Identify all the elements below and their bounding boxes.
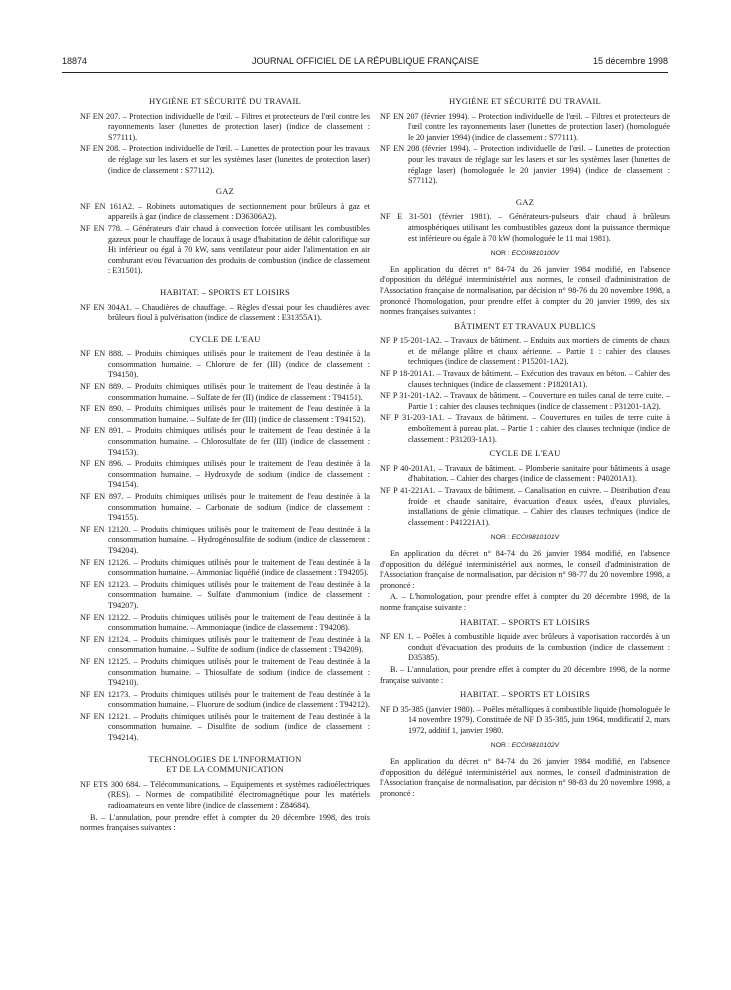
norm-entry: NF P 31-203-1A1. – Travaux de bâtiment. – Couvertures en tuiles de terre cuite à emboîtement à pureau plat. – Partie 1 : cahier des clauses technique (indice de classement : P31203-1A1).: [380, 413, 670, 444]
norm-entry: NF ETS 300 684. – Télécommunications. – Equipements et systèmes radioélectriques (RES). – Normes de compatibilité électromagnétique pour les matériels radioamateurs en vente libre (indice de classement : Z84684).: [80, 779, 370, 811]
nor-reference: [380, 741, 670, 752]
norm-entry: NF P 41-221A1. – Travaux de bâtiment. – Canalisation en cuivre. – Distribution d'eau froide et chaude sanitaire, évacuation d'eaux usées, d'eaux pluviales, installations de génie climatique. – Cahier des clauses techniques (indice de classement : P41221A1).: [380, 486, 670, 527]
page-number: 18874: [62, 56, 88, 66]
norm-entry: NF EN 12124. – Produits chimiques utilisés pour le traitement de l'eau destinée à la consommation humaine. – Sulfite de sodium (indice de classement : T94209).: [80, 634, 370, 655]
nor-reference: [380, 533, 670, 544]
norm-entry: NF EN 207 (février 1994). – Protection individuelle de l'œil. – Filtres et protecteurs de l'œil contre les rayonnements laser (lunettes de protection laser) (homologuée le 20 janvier 1994) (indice de classement : S77111).: [380, 111, 670, 142]
body-paragraph: En application du décret n° 84-74 du 26 janvier 1984 modifié, en l'absence d'opposition du délégué interministériel aux normes, le conseil d'administration de l'Association française de normalisation, par décision n° 98-83 du 20 novembre 1998, a prononcé :: [380, 757, 670, 798]
section-subtitle: ET DE LA COMMUNICATION: [166, 764, 284, 775]
norm-entry: NF P 40-201A1. – Travaux de bâtiment. – Plomberie sanitaire pour bâtiments à usage d'habitation. – Cahier des charges (indice de classement : P40201A1).: [380, 463, 670, 484]
norm-entry: NF EN 304A1. – Chaudières de chauffage. – Règles d'essai pour les chaudières avec brûleurs fioul à pulvérisation (indice de classement : E31355A1).: [80, 302, 370, 323]
norm-entry: NF EN 1. – Poêles à combustible liquide avec brûleurs à vaporisation raccordés à un conduit d'évacuation des produits de la combustion (indice de classement : D35385).: [380, 632, 670, 663]
norm-entry: NF EN 12122. – Produits chimiques utilisés pour le traitement de l'eau destinée à la consommation humaine. – Ammoniaque (indice de classement : T94208).: [80, 612, 370, 633]
norm-entry: NF EN 12126. – Produits chimiques utilisés pour le traitement de l'eau destinée à la consommation humaine. – Ammoniac liquéfié (indice de classement : T94205).: [80, 557, 370, 578]
nor-label: NOR :: [490, 742, 510, 750]
section-title: HABITAT. – SPORTS ET LOISIRS: [460, 689, 590, 700]
norm-entry: NF EN 208. – Protection individuelle de l'œil. – Lunettes de protection pour les travaux de réglage sur les lasers et sur les systèmes laser (lunettes de protection laser) (indice de classement : S77112).: [80, 144, 370, 175]
norm-entry: NF P 31-201-1A2. – Travaux de bâtiment. – Couverture en tuiles canal de terre cuite. – Partie 1 : cahier des clauses techniques (indice de classement : P31201-1A2).: [380, 391, 670, 411]
section-title: HYGIÈNE ET SÉCURITÉ DU TRAVAIL: [449, 96, 601, 106]
section-title: CYCLE DE L'EAU: [489, 448, 561, 459]
norm-entry: NF D 35-385 (janvier 1980). – Poêles métalliques à combustible liquide (homologuée le 14 novembre 1979). Constituée de NF D 35-385, juin 1964, modificatif 2, mars 1972, additif 1, janvier 1980.: [380, 704, 670, 735]
nor-label: NOR :: [490, 534, 510, 542]
norm-entry: NF EN 897. – Produits chimiques utilisés pour le traitement de l'eau destinée à la consommation humaine. – Carbonate de sodium (indice de classement : T94155).: [80, 492, 370, 523]
nor-code: ECOI9810102V: [511, 742, 560, 750]
left-column: [80, 96, 370, 835]
header-rule: [62, 72, 668, 73]
section-title: CYCLE DE L'EAU: [189, 333, 261, 344]
section-title: GAZ: [215, 186, 235, 197]
norm-entry: NF EN 12173. – Produits chimiques utilisés pour le traitement de l'eau destinée à la consommation humaine. – Fluorure de sodium (indice de classement : T94212).: [80, 689, 370, 710]
section-title: HABITAT. – SPORTS ET LOISIRS: [160, 286, 290, 297]
body-paragraph: A. – L'homologation, pour prendre effet à compter du 20 décembre 1998, de la norme française suivante :: [380, 592, 670, 612]
norm-entry: NF EN 12125. – Produits chimiques utilisés pour le traitement de l'eau destinée à la consommation humaine. – Thiosulfate de sodium (indice de classement : T94210).: [80, 656, 370, 688]
section-title: GAZ: [515, 196, 535, 207]
issue-date: 15 décembre 1998: [592, 56, 668, 66]
norm-entry: NF EN 161A2. – Robinets automatiques de sectionnement pour brûleurs à gaz et appareils à gaz (indice de classement : D36306A2).: [80, 201, 370, 222]
norm-entry: NF EN 12120. – Produits chimiques utilisés pour le traitement de l'eau destinée à la consommation humaine. – Hydrogénosulfite de sodium (indice de classement : T94204).: [80, 524, 370, 555]
body-paragraph: B. – L'annulation, pour prendre effet à compter du 20 décembre 1998, de la norme française suivante :: [380, 664, 670, 685]
nor-label: NOR :: [490, 250, 510, 258]
norm-entry: NF P 18-201A1. – Travaux de bâtiment. – Exécution des travaux en béton. – Cahier des clauses techniques (indice de classement : P18201A1).: [380, 369, 670, 389]
norm-entry: NF EN 888. – Produits chimiques utilisés pour le traitement de l'eau destinée à la consommation humaine. – Chlorure de fer (III) (indice de classement : T94150).: [80, 349, 370, 380]
norm-entry: NF EN 208 (février 1994). – Protection individuelle de l'œil. – Lunettes de protection pour les travaux de réglage sur les lasers et sur les systèmes laser (lunettes de réglage laser) (homologuée le 20 janvier 1994) (indice de classement : S77112).: [380, 144, 670, 186]
norm-entry: NF EN 896. – Produits chimiques utilisés pour le traitement de l'eau destinée à la consommation humaine. – Hydroxyde de sodium (indice de classement : T94154).: [80, 459, 370, 490]
page-header: [62, 56, 668, 70]
journal-title: JOURNAL OFFICIEL DE LA RÉPUBLIQUE FRANÇAISE: [252, 56, 479, 66]
body-paragraph: B. – L'annulation, pour prendre effet à compter du 20 décembre 1998, des trois normes françaises suivantes :: [80, 812, 370, 833]
section-title: BÂTIMENT ET TRAVAUX PUBLICS: [454, 320, 596, 331]
section-title: HABITAT. – SPORTS ET LOISIRS: [460, 616, 590, 627]
norm-entry: NF E 31-501 (février 1981). – Générateurs-pulseurs d'air chaud à brûleurs atmosphériques utilisant les combustibles gazeux dont la puissance thermique est inférieure ou égale à 70 kW (homologuée le 11 mai 1981).: [380, 212, 670, 243]
nor-code: ECOI9810101V: [511, 534, 560, 542]
section-title: HYGIÈNE ET SÉCURITÉ DU TRAVAIL: [149, 96, 301, 106]
nor-code: ECOI9810100V: [511, 250, 560, 258]
norm-entry: NF EN 12121. – Produits chimiques utilisés pour le traitement de l'eau destinée à la consommation humaine. – Disulfite de sodium (indice de classement : T94214).: [80, 711, 370, 743]
body-paragraph: En application du décret n° 84-74 du 26 janvier 1984 modifié, en l'absence d'opposition du délégué interministériel aux normes, le conseil d'administration de l'Association française de normalisation, par décision n° 98-76 du 20 novembre 1998, a prononcé l'homologation, pour prendre effet à compter du 20 janvier 1999, des six normes françaises suivantes :: [380, 264, 670, 317]
nor-reference: [380, 249, 670, 260]
norm-entry: NF EN 207. – Protection individuelle de l'œil. – Filtres et protecteurs de l'œil contre les rayonnements laser (lunettes de protection laser) (indice de classement : S77111).: [80, 111, 370, 142]
norm-entry: NF P 15-201-1A2. – Travaux de bâtiment. – Enduits aux mortiers de ciments de chaux et de mélange plâtre et chaux aérienne. – Partie 1 : cahier des clauses techniques (indice de classement : P15201-1A2).: [380, 336, 670, 367]
norm-entry: NF EN 891. – Produits chimiques utilisés pour le traitement de l'eau destinée à la consommation humaine. – Chlorosulfate de fer (III) (indice de classement : T94153).: [80, 426, 370, 457]
body-paragraph: En application du décret n° 84-74 du 26 janvier 1984 modifié, en l'absence d'opposition du délégué interministériel aux normes, le conseil d'administration de l'Association française de normalisation, par décision n° 98-77 du 20 novembre 1998, a prononcé :: [380, 548, 670, 590]
norm-entry: NF EN 12123. – Produits chimiques utilisés pour le traitement de l'eau destinée à la consommation humaine. – Sulfate d'ammonium (indice de classement : T94207).: [80, 579, 370, 610]
section-title: TECHNOLOGIES DE L'INFORMATION: [148, 753, 302, 764]
right-column: [380, 96, 670, 800]
norm-entry: NF EN 778. – Générateurs d'air chaud à convection forcée utilisant les combustibles gazeux pour le chauffage de locaux à usage d'habitation de débit calorifique sur Hi inférieur ou égal à 70 kW, sans ventilateur pour aider l'alimentation en air comburant et/ou l'évacuation des produits de combustion (indice de classement : E31501).: [80, 223, 370, 276]
norm-entry: NF EN 889. – Produits chimiques utilisés pour le traitement de l'eau destinée à la consommation humaine. – Sulfate de fer (II) (indice de classement : T94151).: [80, 382, 370, 402]
norm-entry: NF EN 890. – Produits chimiques utilisés pour le traitement de l'eau destinée à la consommation humaine. – Sulfate de fer (III) (indice de classement : T94152).: [80, 404, 370, 424]
